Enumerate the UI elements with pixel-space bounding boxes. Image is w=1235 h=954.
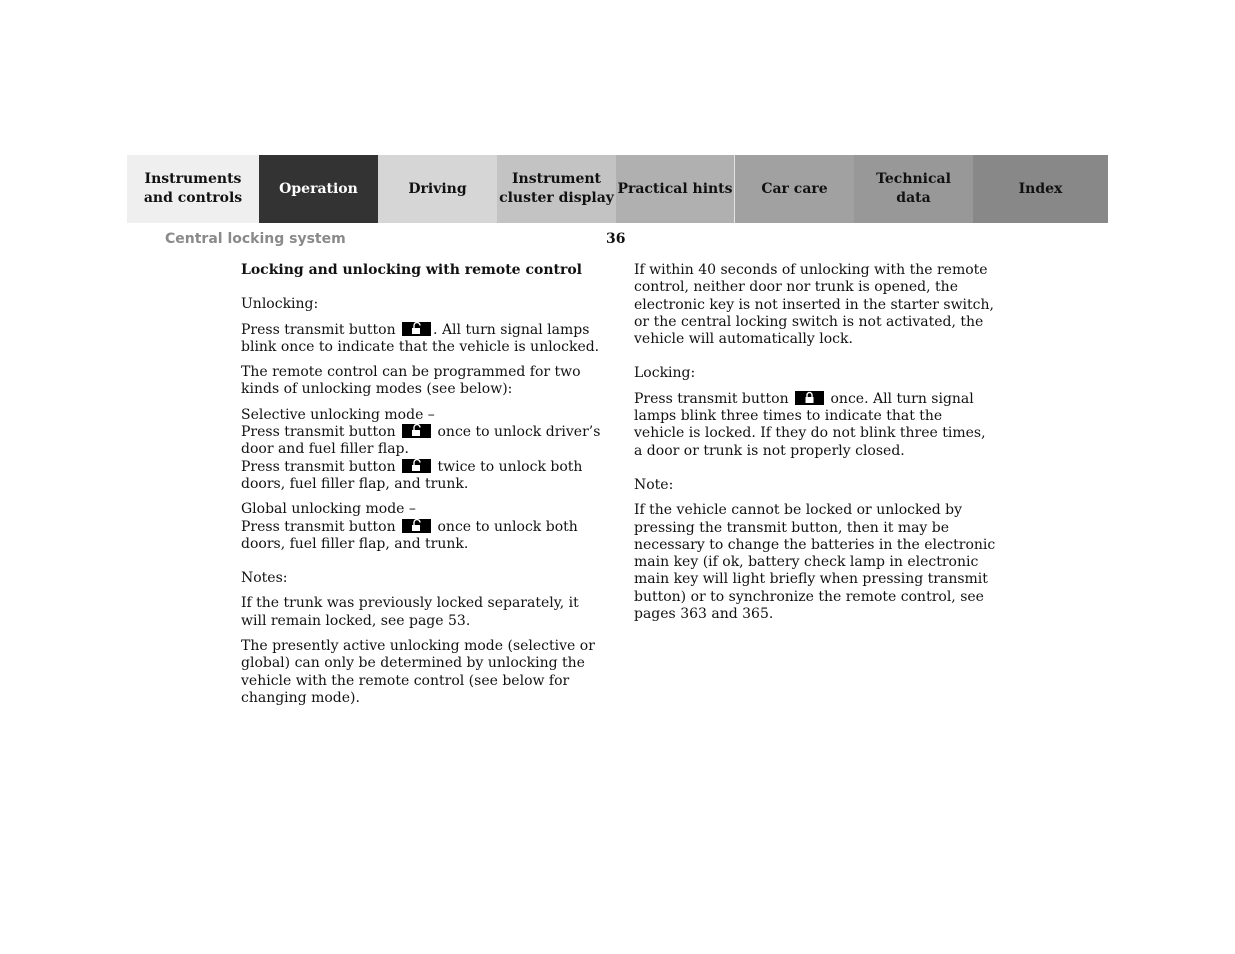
- tab-label: Technical data: [876, 171, 951, 206]
- unlock-instruction: Press transmit button . All turn signal lamps blink once to indicate that the vehicle is unlocked.: [241, 321, 600, 355]
- section-heading: Locking and unlocking with remote control: [241, 262, 582, 278]
- selective-step-1: Press transmit button once to unlock driver’s door and fuel filler flap.: [241, 424, 601, 458]
- lock-key-icon: [795, 391, 824, 405]
- tab-label: Index: [1018, 180, 1063, 197]
- tab-label: Operation: [279, 180, 358, 197]
- unlock-key-icon: [402, 322, 431, 336]
- tab-instrument-cluster-display[interactable]: [497, 155, 616, 223]
- locking-label: Locking:: [634, 365, 696, 382]
- unlock-key-icon: [402, 424, 431, 438]
- global-mode-title: Global unlocking mode –: [241, 501, 416, 518]
- selective-mode-title: Selective unlocking mode –: [241, 406, 435, 423]
- note-battery: If the vehicle cannot be locked or unlocked by pressing the transmit button, then it may be necessary to change the batteries in the electronic main key (if ok, battery check lamp in electronic main key will light briefly when pressing transmit button) or to synchronize the remote control, see pages 363 and 365.: [634, 502, 996, 623]
- modes-intro: The remote control can be programmed for two kinds of unlocking modes (see below):: [241, 364, 581, 398]
- page-number: 36: [606, 231, 626, 247]
- note-label: Note:: [634, 476, 674, 493]
- tab-car-care[interactable]: [735, 155, 854, 223]
- note-trunk: If the trunk was previously locked separately, it will remain locked, see page 53.: [241, 595, 579, 629]
- chapter-tabs: [127, 155, 1108, 223]
- right-column: [634, 262, 996, 623]
- auto-lock-paragraph: If within 40 seconds of unlocking with the remote control, neither door nor trunk is opened, the electronic key is not inserted in the starter switch, or the central locking switch is not activated, the vehicle will automatically lock.: [634, 262, 994, 348]
- tab-operation[interactable]: [259, 155, 378, 223]
- unlock-key-icon: [402, 459, 431, 473]
- tab-label: Driving: [408, 180, 467, 197]
- global-step: Press transmit button once to unlock both doors, fuel filler flap, and trunk.: [241, 518, 578, 552]
- tab-index[interactable]: [973, 155, 1108, 223]
- notes-label: Notes:: [241, 570, 288, 587]
- unlock-key-icon: [402, 519, 431, 533]
- section-title: Central locking system: [165, 231, 346, 247]
- lock-instruction: Press transmit button once. All turn signal lamps blink three times to indicate that the vehicle is locked. If they do not blink three times, a door or trunk is not properly closed.: [634, 390, 986, 459]
- tab-technical-data[interactable]: [854, 155, 973, 223]
- unlocking-label: Unlocking:: [241, 296, 319, 313]
- tab-practical-hints[interactable]: [616, 155, 735, 223]
- selective-step-2: Press transmit button twice to unlock both doors, fuel filler flap, and trunk.: [241, 458, 583, 492]
- note-active-mode: The presently active unlocking mode (selective or global) can only be determined by unlocking the vehicle with the remote control (see below for changing mode).: [241, 638, 595, 706]
- tab-instruments-and-controls[interactable]: [127, 155, 259, 223]
- tab-driving[interactable]: [378, 155, 497, 223]
- tab-label: Practical hints: [617, 180, 733, 197]
- tab-label: Car care: [761, 180, 828, 197]
- tab-label: Instrument cluster display: [499, 171, 614, 206]
- tab-label: Instruments and controls: [143, 171, 243, 206]
- left-column: [241, 262, 603, 707]
